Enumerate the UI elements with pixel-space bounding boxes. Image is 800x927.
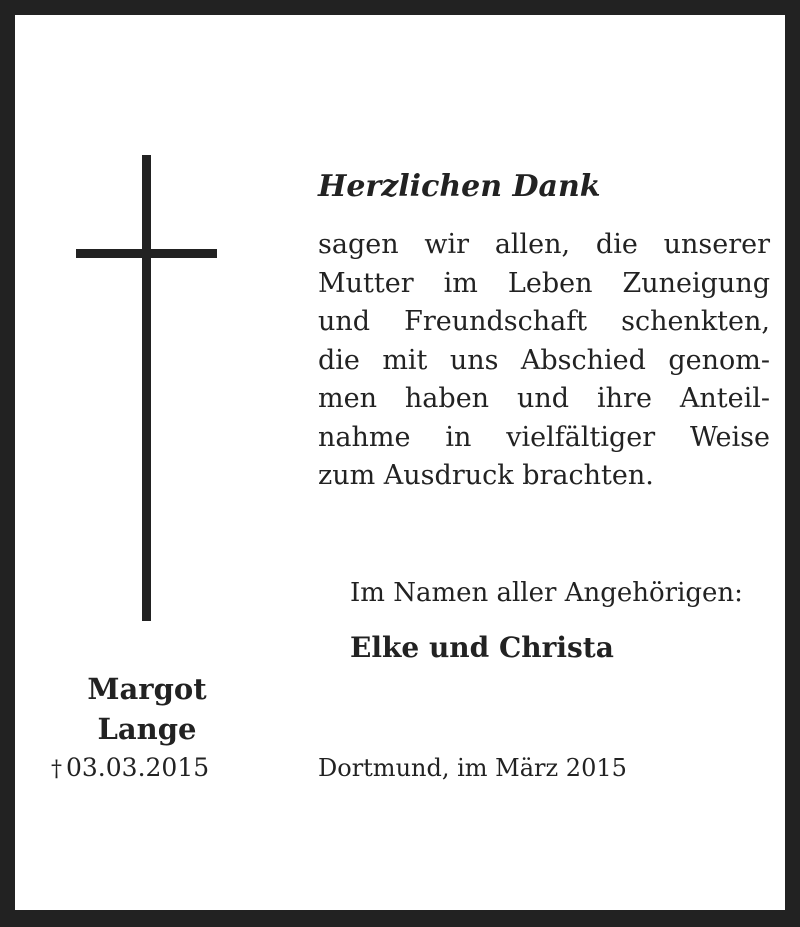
body-line: nahme in vielfältiger Weise xyxy=(318,421,770,453)
cross-vertical-bar xyxy=(142,155,151,621)
place-and-date: Dortmund, im März 2015 xyxy=(318,754,627,782)
body-line: sagen wir allen, die unserer xyxy=(318,229,770,260)
death-date: 03.03.2015 xyxy=(66,753,210,782)
dagger-icon: † xyxy=(51,757,62,782)
cross-horizontal-bar xyxy=(76,249,217,258)
heading: Herzlichen Dank xyxy=(318,169,601,204)
latin-cross-icon xyxy=(76,155,217,621)
death-date-line xyxy=(51,751,251,787)
body-line: men haben und ihre Anteil- xyxy=(318,383,770,414)
deceased-name xyxy=(55,669,239,749)
body-line: und Freundschaft schenkten, xyxy=(318,306,770,337)
thank-you-text xyxy=(318,226,770,496)
deceased-first-name: Margot xyxy=(87,672,207,706)
body-line: Mutter im Leben Zuneigung xyxy=(318,267,770,299)
body-line: zum Ausdruck brachten. xyxy=(318,460,654,491)
deceased-last-name: Lange xyxy=(97,712,197,746)
signature-intro: Im Namen aller Angehörigen: xyxy=(350,578,743,608)
signatories: Elke und Christa xyxy=(350,631,614,664)
body-line: die mit uns Abschied genom- xyxy=(318,344,770,376)
